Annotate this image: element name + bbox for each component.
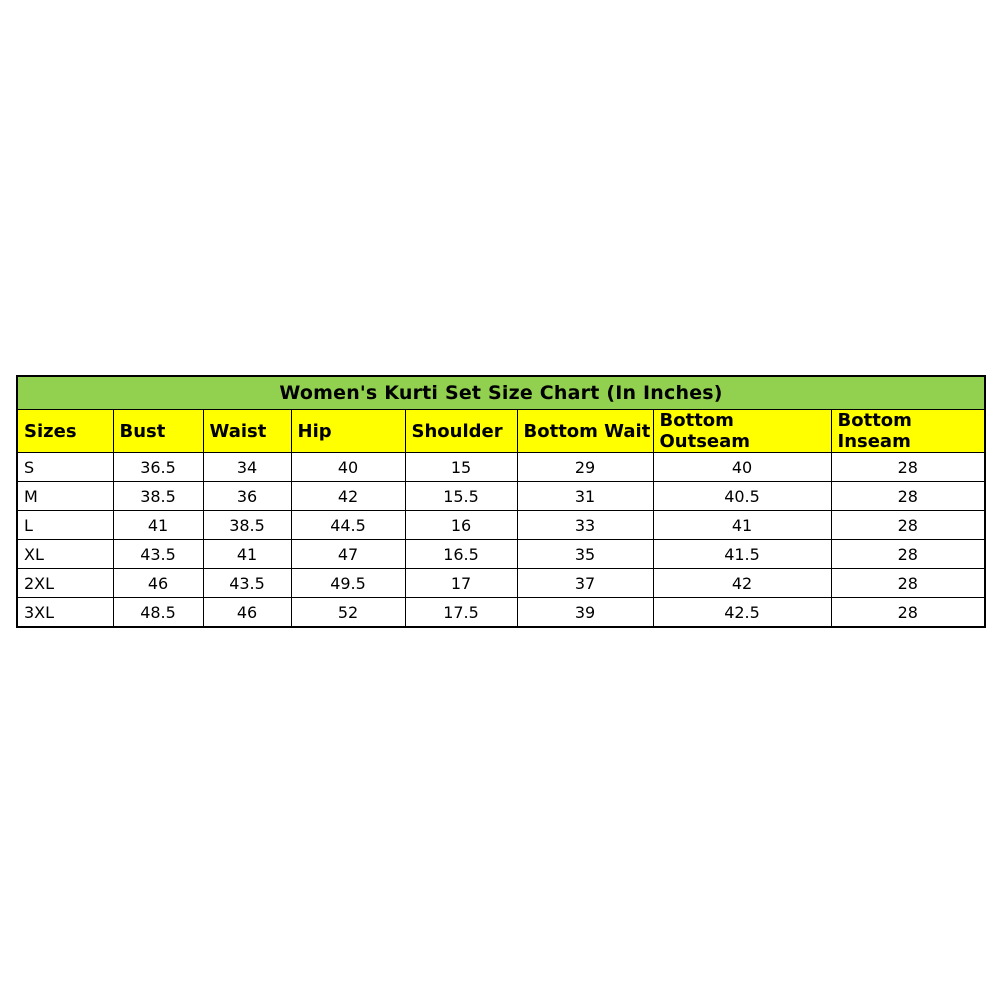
cell-bottom-inseam: 28 — [831, 598, 985, 628]
cell-bottom-inseam: 28 — [831, 482, 985, 511]
cell-waist: 41 — [203, 540, 291, 569]
table-row — [17, 511, 985, 540]
chart-title: Women's Kurti Set Size Chart (In Inches) — [17, 376, 985, 410]
cell-bottom-inseam: 28 — [831, 540, 985, 569]
cell-size: XL — [17, 540, 113, 569]
table-row — [17, 540, 985, 569]
cell-size: M — [17, 482, 113, 511]
cell-bottom-outseam: 42 — [653, 569, 831, 598]
column-header-bottom-wait: Bottom Wait — [517, 410, 653, 453]
column-header-bottom-outseam: Bottom Outseam — [653, 410, 831, 453]
cell-bottom-outseam: 40.5 — [653, 482, 831, 511]
cell-shoulder: 16 — [405, 511, 517, 540]
cell-bottom-outseam: 41.5 — [653, 540, 831, 569]
cell-waist: 46 — [203, 598, 291, 628]
column-header-bottom-inseam: Bottom Inseam — [831, 410, 985, 453]
cell-shoulder: 17 — [405, 569, 517, 598]
cell-waist: 34 — [203, 453, 291, 482]
cell-bottom-wait: 31 — [517, 482, 653, 511]
size-chart-table — [16, 375, 986, 628]
cell-hip: 49.5 — [291, 569, 405, 598]
cell-bottom-outseam: 40 — [653, 453, 831, 482]
cell-hip: 40 — [291, 453, 405, 482]
column-header-shoulder: Shoulder — [405, 410, 517, 453]
cell-waist: 43.5 — [203, 569, 291, 598]
cell-shoulder: 16.5 — [405, 540, 517, 569]
cell-waist: 38.5 — [203, 511, 291, 540]
cell-shoulder: 17.5 — [405, 598, 517, 628]
table-row — [17, 482, 985, 511]
cell-shoulder: 15 — [405, 453, 517, 482]
table-row — [17, 453, 985, 482]
cell-bust: 38.5 — [113, 482, 203, 511]
cell-bust: 43.5 — [113, 540, 203, 569]
column-header-bust: Bust — [113, 410, 203, 453]
cell-bottom-outseam: 42.5 — [653, 598, 831, 628]
cell-hip: 47 — [291, 540, 405, 569]
cell-bust: 41 — [113, 511, 203, 540]
cell-size: L — [17, 511, 113, 540]
cell-bust: 48.5 — [113, 598, 203, 628]
table-header-row — [17, 410, 985, 453]
size-chart-container — [16, 375, 984, 628]
table-row — [17, 598, 985, 628]
column-header-waist: Waist — [203, 410, 291, 453]
cell-bottom-outseam: 41 — [653, 511, 831, 540]
cell-hip: 42 — [291, 482, 405, 511]
cell-size: 2XL — [17, 569, 113, 598]
cell-size: S — [17, 453, 113, 482]
cell-hip: 44.5 — [291, 511, 405, 540]
column-header-hip: Hip — [291, 410, 405, 453]
column-header-sizes: Sizes — [17, 410, 113, 453]
cell-bust: 46 — [113, 569, 203, 598]
cell-bottom-inseam: 28 — [831, 569, 985, 598]
cell-bust: 36.5 — [113, 453, 203, 482]
cell-shoulder: 15.5 — [405, 482, 517, 511]
cell-bottom-inseam: 28 — [831, 511, 985, 540]
cell-bottom-wait: 39 — [517, 598, 653, 628]
cell-waist: 36 — [203, 482, 291, 511]
cell-hip: 52 — [291, 598, 405, 628]
cell-bottom-inseam: 28 — [831, 453, 985, 482]
cell-bottom-wait: 37 — [517, 569, 653, 598]
cell-bottom-wait: 33 — [517, 511, 653, 540]
table-row — [17, 569, 985, 598]
cell-size: 3XL — [17, 598, 113, 628]
cell-bottom-wait: 29 — [517, 453, 653, 482]
cell-bottom-wait: 35 — [517, 540, 653, 569]
chart-title-row — [17, 376, 985, 410]
